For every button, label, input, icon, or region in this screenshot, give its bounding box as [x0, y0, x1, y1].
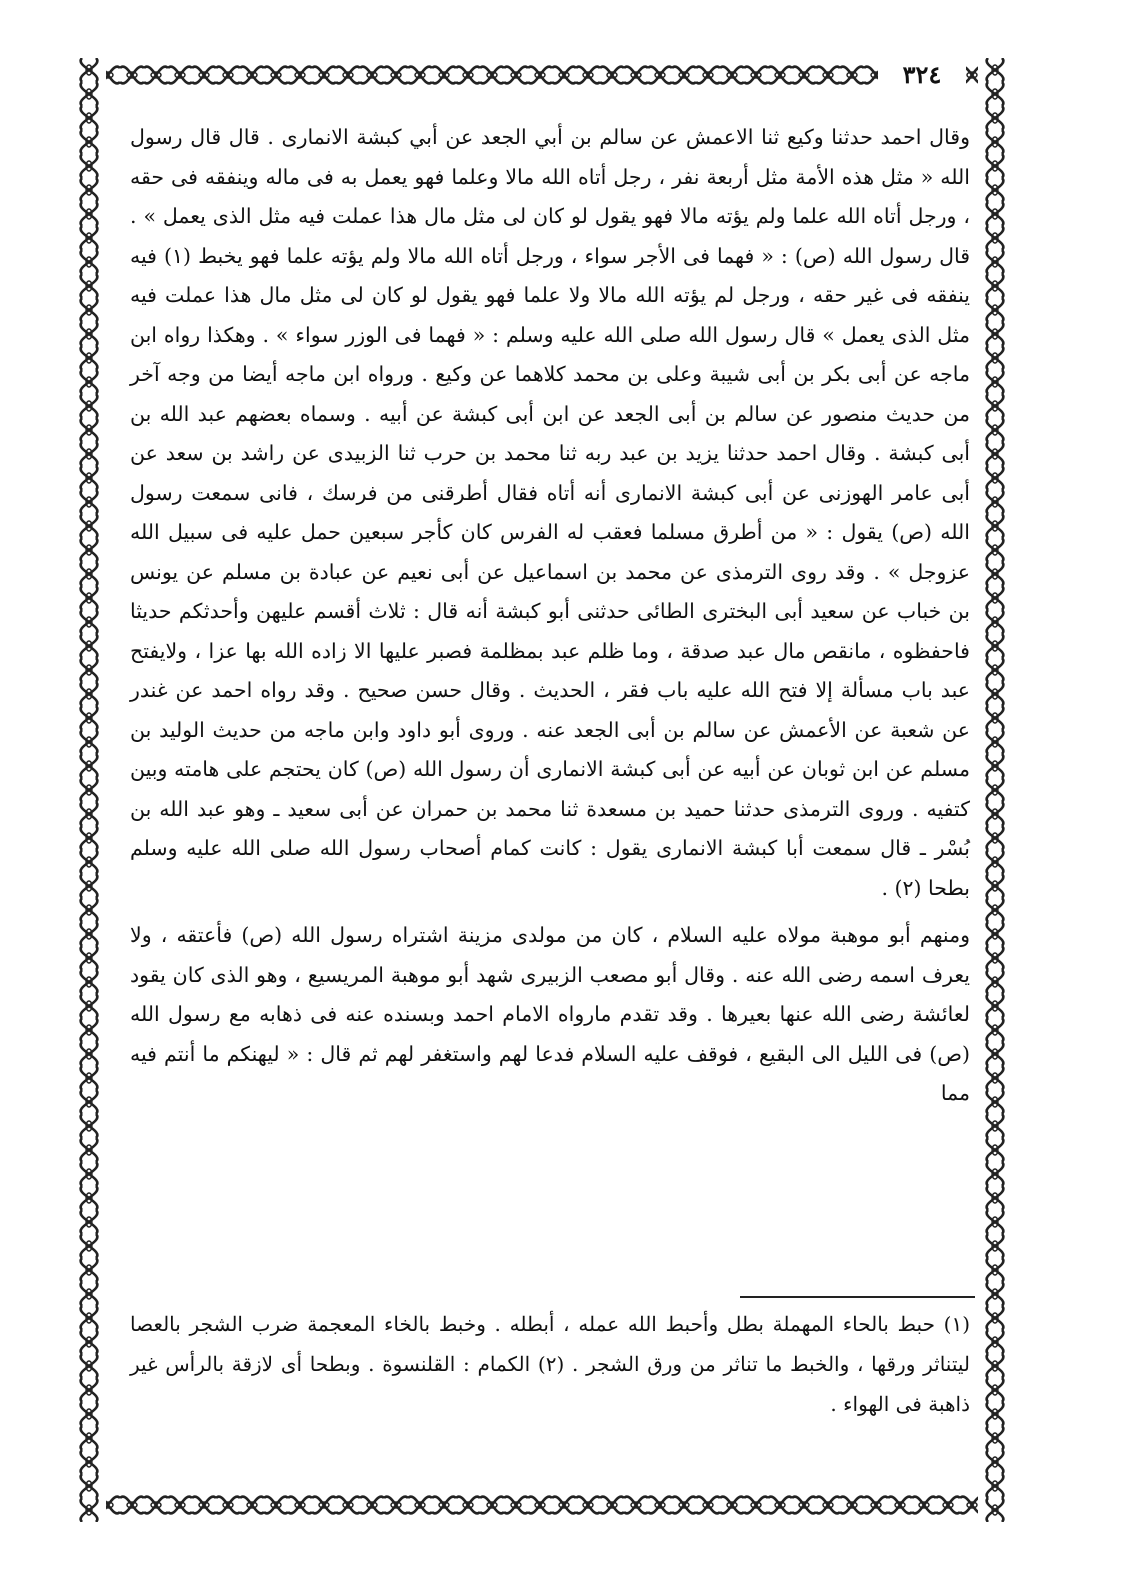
- paragraph-2: ومنهم أبو موهبة مولاه عليه السلام ، كان من مولدى مزينة اشتراه رسول الله (ص) فأعتقه ، ولا يعرف اسمه رضى الله عنه . وقال أبو مصعب الزبيرى شهد أبو موهبة المريسيع ، وهو الذى كان يقود لعائشة رضى الله عنها بعيرها . وقد تقدم مارواه الامام احمد وبسنده عنه فى ذهابه مع رسول الله (ص) فى الليل الى البقيع ، فوقف عليه السلام فدعا لهم واستغفر لهم ثم قال : « ليهنكم ما أنتم فيه مما: [130, 923, 970, 1105]
- frame-bottom-border: [72, 1488, 1012, 1522]
- footnote-divider: [740, 1296, 975, 1298]
- footnotes-text: (١) حبط بالحاء المهملة بطل وأحبط الله عمله ، أبطله . وخبط بالخاء المعجمة ضرب الشجر بالعصا ليتناثر ورقها ، والخبط ما تناثر من ورق الشجر . (٢) الكمام : القلنسوة . وبطحا أى لازقة بالرأس غير ذاهبة فى الهواء .: [130, 1312, 970, 1416]
- main-text: [130, 118, 970, 1114]
- frame-top-border: [72, 58, 1012, 92]
- frame-left-border: [72, 58, 106, 1522]
- footnotes: [130, 1304, 970, 1424]
- frame-right-border: [978, 58, 1012, 1522]
- page-number: ٣٢٤: [878, 60, 966, 90]
- paragraph-1: وقال احمد حدثنا وكيع ثنا الاعمش عن سالم بن أبي الجعد عن أبي كبشة الانمارى . قال قال رسول الله « مثل هذه الأمة مثل أربعة نفر ، رجل أتاه الله مالا وعلما فهو يعمل به فى ماله وينفقه فى حقه ، ورجل أتاه الله علما ولم يؤته مالا فهو يقول لو كان لى مثل مال هذا عملت فيه مثل الذى يعمل » . قال رسول الله (ص) : « فهما فى الأجر سواء ، ورجل أتاه الله مالا ولم يؤته علما فهو يخبط (١) فيه ينفقه فى غير حقه ، ورجل لم يؤته الله مالا ولا علما فهو يقول لو كان لى مثل مال هذا عملت فيه مثل الذى يعمل » قال رسول الله صلى الله عليه وسلم : « فهما فى الوزر سواء » . وهكذا رواه ابن ماجه عن أبى بكر بن أبى شيبة وعلى بن محمد كلاهما عن وكيع . ورواه ابن ماجه أيضا من وجه آخر من حديث منصور عن سالم بن أبى الجعد عن ابن أبى كبشة عن أبيه . وسماه بعضهم عبد الله بن أبى كبشة . وقال احمد حدثنا يزيد بن عبد ربه ثنا محمد بن حرب ثنا الزبيدى عن راشد بن سعد عن أبى عامر الهوزنى عن أبى كبشة الانمارى أنه أتاه فقال أطرقنى من فرسك ، فانى سمعت رسول الله (ص) يقول : « من أطرق مسلما فعقب له الفرس كان كأجر سبعين حمل عليه فى سبيل الله عزوجل » . وقد روى الترمذى عن محمد بن اسماعيل عن أبى نعيم عن عبادة بن مسلم عن يونس بن خباب عن سعيد أبى البخترى الطائى حدثنى أبو كبشة أنه قال : ثلاث أقسم عليهن وأحدثكم حديثا فاحفظوه ، مانقص مال عبد صدقة ، وما ظلم عبد بمظلمة فصبر عليها الا زاده الله بها عزا ، ولايفتح عبد باب مسألة إلا فتح الله عليه باب فقر ، الحديث . وقال حسن صحيح . وقد رواه احمد عن غندر عن شعبة عن الأعمش عن سالم بن أبى الجعد عنه . وروى أبو داود وابن ماجه من حديث الوليد بن مسلم عن ابن ثوبان عن أبيه عن أبى كبشة الانمارى أن رسول الله (ص) كان يحتجم على هامته وبين كتفيه . وروى الترمذى حدثنا حميد بن مسعدة ثنا محمد بن حمران عن أبى سعيد ـ وهو عبد الله بن بُسْر ـ قال سمعت أبا كبشة الانمارى يقول : كانت كمام أصحاب رسول الله صلى الله عليه وسلم بطحا (٢) .: [130, 125, 971, 900]
